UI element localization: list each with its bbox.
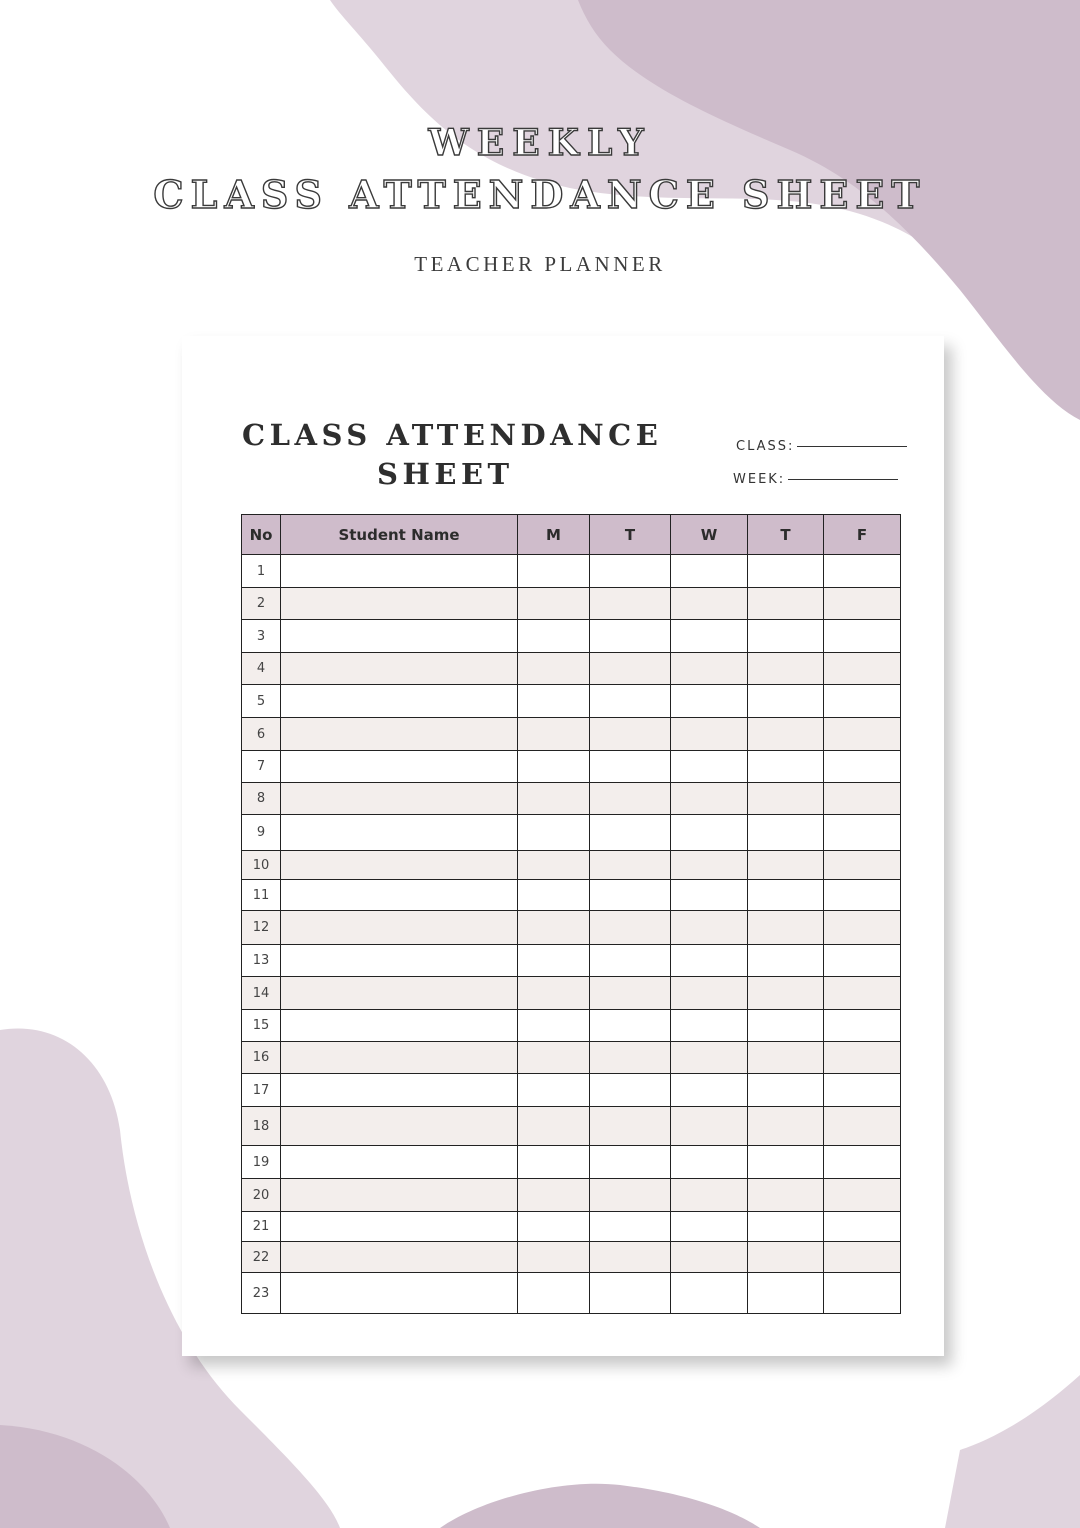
friday-cell[interactable]: [824, 555, 901, 588]
wednesday-cell[interactable]: [671, 1146, 748, 1179]
table-row: [242, 977, 901, 1010]
row-number: 13: [242, 945, 281, 977]
wednesday-cell[interactable]: [671, 1010, 748, 1042]
thursday-cell[interactable]: [748, 588, 824, 620]
friday-cell[interactable]: [824, 1074, 901, 1107]
monday-cell[interactable]: [518, 1179, 590, 1212]
friday-cell[interactable]: [824, 1042, 901, 1074]
monday-cell[interactable]: [518, 653, 590, 685]
header-friday: F: [824, 515, 901, 555]
wednesday-cell[interactable]: [671, 620, 748, 653]
student-name-cell[interactable]: [281, 718, 518, 751]
tuesday-cell[interactable]: [590, 1107, 671, 1146]
table-row: [242, 1010, 901, 1042]
tuesday-cell[interactable]: [590, 718, 671, 751]
table-header-row: [242, 515, 901, 555]
tuesday-cell[interactable]: [590, 653, 671, 685]
table-row: [242, 1273, 901, 1314]
thursday-cell[interactable]: [748, 653, 824, 685]
monday-cell[interactable]: [518, 620, 590, 653]
student-name-cell[interactable]: [281, 1010, 518, 1042]
week-input-line[interactable]: [788, 479, 898, 480]
row-number: 11: [242, 880, 281, 911]
header-no: No: [242, 515, 281, 555]
student-name-cell[interactable]: [281, 880, 518, 911]
row-number: 23: [242, 1273, 281, 1314]
table-row: [242, 1242, 901, 1273]
hero-title-line1: WEEKLY: [428, 122, 652, 164]
thursday-cell[interactable]: [748, 1042, 824, 1074]
wednesday-cell[interactable]: [671, 1273, 748, 1314]
row-number: 12: [242, 911, 281, 945]
friday-cell[interactable]: [824, 945, 901, 977]
tuesday-cell[interactable]: [590, 911, 671, 945]
thursday-cell[interactable]: [748, 1273, 824, 1314]
thursday-cell[interactable]: [748, 1010, 824, 1042]
wednesday-cell[interactable]: [671, 588, 748, 620]
student-name-cell[interactable]: [281, 783, 518, 815]
sheet-title-line2: SHEET: [377, 457, 514, 491]
week-label: WEEK:: [733, 472, 786, 487]
tuesday-cell[interactable]: [590, 685, 671, 718]
hero-subtitle: TEACHER PLANNER: [414, 252, 666, 276]
student-name-cell[interactable]: [281, 1273, 518, 1314]
thursday-cell[interactable]: [748, 911, 824, 945]
tuesday-cell[interactable]: [590, 945, 671, 977]
monday-cell[interactable]: [518, 1146, 590, 1179]
tuesday-cell[interactable]: [590, 977, 671, 1010]
hero-title-line2: CLASS ATTENDANCE SHEET: [153, 172, 927, 217]
friday-cell[interactable]: [824, 1107, 901, 1146]
student-name-cell[interactable]: [281, 1074, 518, 1107]
sheet-title-line1: CLASS ATTENDANCE: [242, 418, 663, 452]
wednesday-cell[interactable]: [671, 880, 748, 911]
table-row: [242, 1146, 901, 1179]
row-number: 5: [242, 685, 281, 718]
thursday-cell[interactable]: [748, 851, 824, 880]
friday-cell[interactable]: [824, 851, 901, 880]
table-row: [242, 588, 901, 620]
row-number: 17: [242, 1074, 281, 1107]
monday-cell[interactable]: [518, 1107, 590, 1146]
wednesday-cell[interactable]: [671, 815, 748, 851]
monday-cell[interactable]: [518, 783, 590, 815]
table-row: [242, 751, 901, 783]
thursday-cell[interactable]: [748, 1074, 824, 1107]
thursday-cell[interactable]: [748, 945, 824, 977]
row-number: 19: [242, 1146, 281, 1179]
row-number: 6: [242, 718, 281, 751]
monday-cell[interactable]: [518, 851, 590, 880]
row-number: 16: [242, 1042, 281, 1074]
tuesday-cell[interactable]: [590, 620, 671, 653]
wednesday-cell[interactable]: [671, 718, 748, 751]
friday-cell[interactable]: [824, 977, 901, 1010]
tuesday-cell[interactable]: [590, 1042, 671, 1074]
table-row: [242, 783, 901, 815]
week-field[interactable]: [733, 472, 898, 487]
row-number: 20: [242, 1179, 281, 1212]
wednesday-cell[interactable]: [671, 751, 748, 783]
table-row: [242, 685, 901, 718]
thursday-cell[interactable]: [748, 1179, 824, 1212]
student-name-cell[interactable]: [281, 945, 518, 977]
wednesday-cell[interactable]: [671, 685, 748, 718]
class-label: CLASS:: [736, 439, 795, 454]
table-row: [242, 653, 901, 685]
student-name-cell[interactable]: [281, 685, 518, 718]
thursday-cell[interactable]: [748, 555, 824, 588]
monday-cell[interactable]: [518, 588, 590, 620]
tuesday-cell[interactable]: [590, 1212, 671, 1242]
tuesday-cell[interactable]: [590, 1010, 671, 1042]
friday-cell[interactable]: [824, 815, 901, 851]
row-number: 2: [242, 588, 281, 620]
monday-cell[interactable]: [518, 1242, 590, 1273]
table-row: [242, 1212, 901, 1242]
header-monday: M: [518, 515, 590, 555]
table-row: [242, 911, 901, 945]
tuesday-cell[interactable]: [590, 1074, 671, 1107]
friday-cell[interactable]: [824, 783, 901, 815]
table-row: [242, 620, 901, 653]
wednesday-cell[interactable]: [671, 1042, 748, 1074]
tuesday-cell[interactable]: [590, 1242, 671, 1273]
friday-cell[interactable]: [824, 1273, 901, 1314]
wednesday-cell[interactable]: [671, 851, 748, 880]
table-row: [242, 851, 901, 880]
table-row: [242, 945, 901, 977]
row-number: 15: [242, 1010, 281, 1042]
wednesday-cell[interactable]: [671, 1179, 748, 1212]
wednesday-cell[interactable]: [671, 555, 748, 588]
monday-cell[interactable]: [518, 555, 590, 588]
monday-cell[interactable]: [518, 1074, 590, 1107]
tuesday-cell[interactable]: [590, 815, 671, 851]
header-wednesday: W: [671, 515, 748, 555]
monday-cell[interactable]: [518, 815, 590, 851]
class-field[interactable]: [736, 439, 907, 454]
thursday-cell[interactable]: [748, 783, 824, 815]
class-input-line[interactable]: [797, 446, 907, 447]
student-name-cell[interactable]: [281, 815, 518, 851]
table-row: [242, 880, 901, 911]
row-number: 10: [242, 851, 281, 880]
monday-cell[interactable]: [518, 718, 590, 751]
row-number: 1: [242, 555, 281, 588]
friday-cell[interactable]: [824, 751, 901, 783]
blob-bottom-mid-dark: [440, 1484, 760, 1528]
wednesday-cell[interactable]: [671, 945, 748, 977]
friday-cell[interactable]: [824, 718, 901, 751]
blob-bottom-right: [945, 1375, 1080, 1528]
monday-cell[interactable]: [518, 911, 590, 945]
friday-cell[interactable]: [824, 653, 901, 685]
thursday-cell[interactable]: [748, 880, 824, 911]
tuesday-cell[interactable]: [590, 555, 671, 588]
student-name-cell[interactable]: [281, 653, 518, 685]
row-number: 9: [242, 815, 281, 851]
tuesday-cell[interactable]: [590, 1179, 671, 1212]
friday-cell[interactable]: [824, 1212, 901, 1242]
friday-cell[interactable]: [824, 685, 901, 718]
friday-cell[interactable]: [824, 620, 901, 653]
student-name-cell[interactable]: [281, 1042, 518, 1074]
row-number: 21: [242, 1212, 281, 1242]
thursday-cell[interactable]: [748, 620, 824, 653]
tuesday-cell[interactable]: [590, 783, 671, 815]
thursday-cell[interactable]: [748, 1107, 824, 1146]
tuesday-cell[interactable]: [590, 1146, 671, 1179]
header-tuesday: T: [590, 515, 671, 555]
student-name-cell[interactable]: [281, 620, 518, 653]
thursday-cell[interactable]: [748, 751, 824, 783]
student-name-cell[interactable]: [281, 911, 518, 945]
thursday-cell[interactable]: [748, 977, 824, 1010]
thursday-cell[interactable]: [748, 1212, 824, 1242]
thursday-cell[interactable]: [748, 685, 824, 718]
student-name-cell[interactable]: [281, 851, 518, 880]
student-name-cell[interactable]: [281, 977, 518, 1010]
friday-cell[interactable]: [824, 588, 901, 620]
monday-cell[interactable]: [518, 751, 590, 783]
row-number: 8: [242, 783, 281, 815]
row-number: 18: [242, 1107, 281, 1146]
row-number: 4: [242, 653, 281, 685]
row-number: 3: [242, 620, 281, 653]
monday-cell[interactable]: [518, 880, 590, 911]
student-name-cell[interactable]: [281, 751, 518, 783]
table-row: [242, 718, 901, 751]
thursday-cell[interactable]: [748, 718, 824, 751]
tuesday-cell[interactable]: [590, 1273, 671, 1314]
tuesday-cell[interactable]: [590, 751, 671, 783]
wednesday-cell[interactable]: [671, 1074, 748, 1107]
table-row: [242, 1179, 901, 1212]
table-row: [242, 815, 901, 851]
table-row: [242, 555, 901, 588]
row-number: 22: [242, 1242, 281, 1273]
monday-cell[interactable]: [518, 1010, 590, 1042]
friday-cell[interactable]: [824, 1179, 901, 1212]
row-number: 7: [242, 751, 281, 783]
thursday-cell[interactable]: [748, 1146, 824, 1179]
monday-cell[interactable]: [518, 945, 590, 977]
monday-cell[interactable]: [518, 977, 590, 1010]
thursday-cell[interactable]: [748, 1242, 824, 1273]
tuesday-cell[interactable]: [590, 851, 671, 880]
wednesday-cell[interactable]: [671, 977, 748, 1010]
tuesday-cell[interactable]: [590, 588, 671, 620]
table-row: [242, 1074, 901, 1107]
wednesday-cell[interactable]: [671, 783, 748, 815]
student-name-cell[interactable]: [281, 1107, 518, 1146]
tuesday-cell[interactable]: [590, 880, 671, 911]
wednesday-cell[interactable]: [671, 1242, 748, 1273]
header-student-name: Student Name: [281, 515, 518, 555]
monday-cell[interactable]: [518, 1212, 590, 1242]
monday-cell[interactable]: [518, 1042, 590, 1074]
monday-cell[interactable]: [518, 685, 590, 718]
wednesday-cell[interactable]: [671, 1212, 748, 1242]
wednesday-cell[interactable]: [671, 653, 748, 685]
wednesday-cell[interactable]: [671, 1107, 748, 1146]
student-name-cell[interactable]: [281, 1146, 518, 1179]
student-name-cell[interactable]: [281, 1242, 518, 1273]
student-name-cell[interactable]: [281, 555, 518, 588]
monday-cell[interactable]: [518, 1273, 590, 1314]
friday-cell[interactable]: [824, 880, 901, 911]
friday-cell[interactable]: [824, 1010, 901, 1042]
friday-cell[interactable]: [824, 1242, 901, 1273]
table-row: [242, 1042, 901, 1074]
student-name-cell[interactable]: [281, 588, 518, 620]
attendance-sheet: [182, 336, 944, 1356]
table-row: [242, 1107, 901, 1146]
thursday-cell[interactable]: [748, 815, 824, 851]
attendance-table: [241, 514, 901, 1314]
wednesday-cell[interactable]: [671, 911, 748, 945]
header-thursday: T: [748, 515, 824, 555]
student-name-cell[interactable]: [281, 1179, 518, 1212]
row-number: 14: [242, 977, 281, 1010]
friday-cell[interactable]: [824, 1146, 901, 1179]
student-name-cell[interactable]: [281, 1212, 518, 1242]
friday-cell[interactable]: [824, 911, 901, 945]
